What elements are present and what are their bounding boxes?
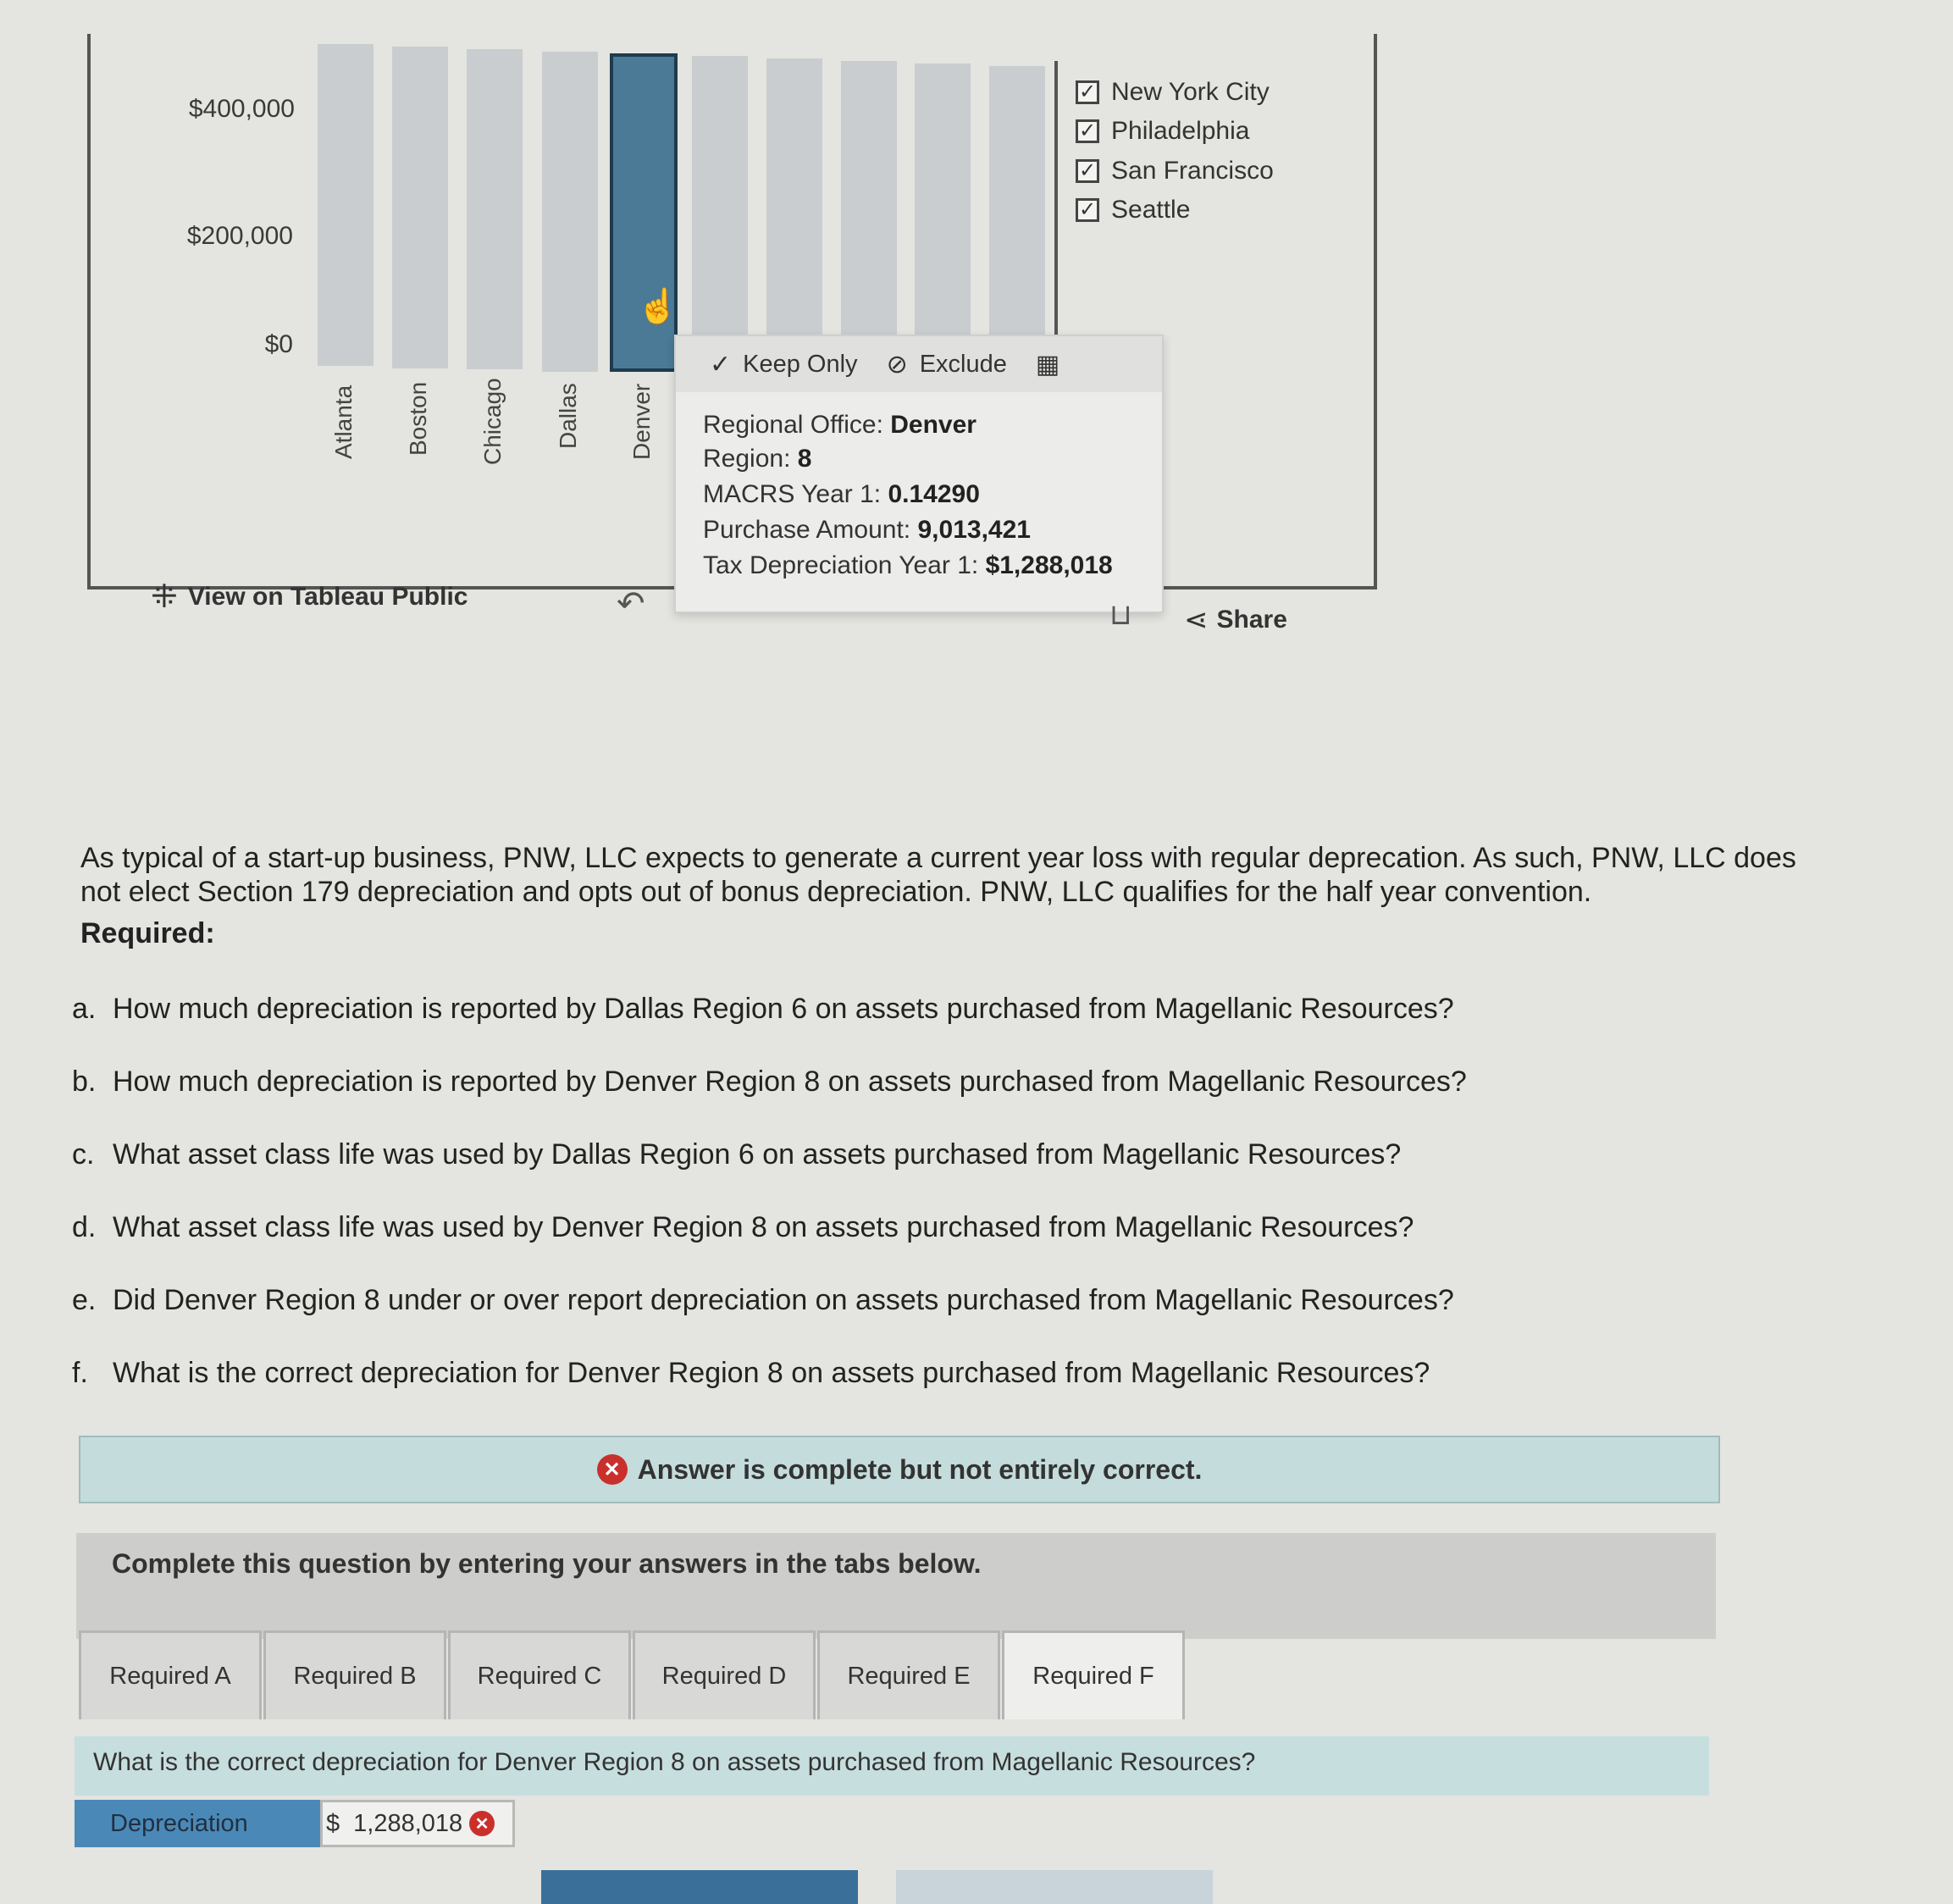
x-label-dallas: Dallas (555, 383, 581, 449)
x-label-chicago: Chicago (479, 378, 506, 465)
tab-required-b[interactable]: Required B (263, 1630, 446, 1719)
tooltip (674, 335, 1164, 613)
legend-item-seattle[interactable] (1076, 196, 1190, 224)
answer-status-bar (79, 1436, 1720, 1503)
y-tick-0: $0 (264, 330, 293, 358)
question-b: b. How much depreciation is reported by Denver Region 8 on assets purchased from Magellanic Resources? (72, 1065, 1467, 1098)
bar-6[interactable] (692, 56, 748, 335)
exclude-icon: ⊘ (886, 350, 908, 379)
bar-8[interactable] (841, 61, 897, 335)
tt-tax-dep: Tax Depreciation Year 1: $1,288,018 (703, 551, 1113, 579)
x-label-denver: Denver (628, 383, 655, 460)
y-tick-200k: $200,000 (186, 222, 293, 250)
required-heading: Required: (80, 917, 215, 949)
question-d: d. What asset class life was used by Denver Region 8 on assets purchased from Magellanic Resources? (72, 1211, 1414, 1243)
incorrect-icon: ✕ (597, 1454, 628, 1485)
checkbox-checked-icon[interactable]: ✓ (1076, 80, 1099, 104)
currency-symbol: $ (326, 1809, 340, 1837)
tableau-logo-icon: ⁜ (151, 579, 178, 615)
view-on-tableau-label: View on Tableau Public (187, 582, 468, 611)
tt-region: Region: 8 (703, 445, 812, 473)
legend-item-san-francisco[interactable] (1076, 157, 1274, 185)
exclude-button[interactable] (887, 350, 1007, 379)
download-icon[interactable]: ⊔ (1109, 599, 1132, 631)
tt-purchase: Purchase Amount: 9,013,421 (703, 516, 1031, 544)
view-data-button[interactable] (1036, 350, 1071, 379)
depreciation-value: 1,288,018 (353, 1809, 463, 1837)
incorrect-icon: ✕ (469, 1811, 495, 1836)
y-tick-400k: $400,000 (188, 95, 295, 123)
tooltip-actions (676, 336, 1162, 392)
legend-item-philadelphia[interactable] (1076, 117, 1249, 146)
tt-regional-office: Regional Office: Denver (703, 411, 976, 439)
prev-required-button[interactable] (541, 1870, 858, 1904)
check-icon: ✓ (710, 350, 732, 379)
hand-cursor-icon: ☝ (637, 288, 679, 325)
next-required-button[interactable] (896, 1870, 1213, 1904)
table-icon: ▦ (1035, 350, 1060, 379)
bar-dallas[interactable] (542, 52, 598, 372)
x-label-atlanta: Atlanta (330, 385, 357, 459)
bar-10[interactable] (989, 66, 1045, 335)
bar-7[interactable] (766, 58, 822, 335)
keep-only-button[interactable] (710, 350, 858, 379)
tab-required-a[interactable]: Required A (79, 1630, 262, 1719)
question-a: a. How much depreciation is reported by Dallas Region 6 on assets purchased from Magellanic Resources? (72, 993, 1454, 1025)
x-label-boston: Boston (405, 381, 431, 456)
bar-boston[interactable] (392, 47, 448, 368)
checkbox-checked-icon[interactable]: ✓ (1076, 198, 1099, 222)
tab-required-c[interactable]: Required C (448, 1630, 631, 1719)
view-on-tableau-link[interactable] (151, 578, 468, 616)
question-f: f. What is the correct depreciation for Denver Region 8 on assets purchased from Magellanic Resources? (72, 1357, 1430, 1389)
legend-item-new-york-city[interactable] (1076, 78, 1270, 107)
tt-macrs: MACRS Year 1: 0.14290 (703, 480, 980, 508)
share-label: Share (1216, 606, 1287, 634)
depreciation-label: Depreciation (75, 1800, 320, 1847)
bar-atlanta[interactable] (318, 44, 373, 366)
tab-question: What is the correct depreciation for Denver Region 8 on assets purchased from Magellanic Resources? (75, 1736, 1709, 1796)
tab-required-f[interactable]: Required F (1002, 1630, 1185, 1719)
legend-divider (1054, 61, 1058, 337)
undo-icon[interactable]: ↶ (617, 585, 645, 623)
legend-label: Philadelphia (1111, 117, 1250, 145)
bar-chicago[interactable] (467, 49, 523, 369)
tab-required-e[interactable]: Required E (817, 1630, 1000, 1719)
required-tabs (79, 1630, 1187, 1719)
keep-only-label: Keep Only (743, 350, 858, 378)
legend-label: Seattle (1111, 196, 1191, 224)
legend-label: San Francisco (1111, 157, 1274, 185)
share-icon: ⋖ (1184, 604, 1209, 636)
checkbox-checked-icon[interactable]: ✓ (1076, 159, 1099, 183)
question-c: c. What asset class life was used by Dallas Region 6 on assets purchased from Magellanic Resources? (72, 1138, 1402, 1171)
intro-line-1: As typical of a start-up business, PNW, LLC expects to generate a current year loss with regular deprecation. As such, PNW, LLC does (80, 842, 1796, 874)
exclude-label: Exclude (919, 350, 1007, 378)
instruction-bar: Complete this question by entering your answers in the tabs below. (76, 1533, 1716, 1639)
answer-status-text: Answer is complete but not entirely correct. (637, 1453, 1203, 1485)
legend-label: New York City (1111, 78, 1270, 106)
share-button[interactable] (1184, 603, 1287, 637)
bar-9[interactable] (915, 64, 971, 335)
depreciation-input[interactable] (320, 1800, 515, 1847)
checkbox-checked-icon[interactable]: ✓ (1076, 119, 1099, 143)
tab-required-d[interactable]: Required D (633, 1630, 816, 1719)
intro-line-2: not elect Section 179 depreciation and opts out of bonus depreciation. PNW, LLC qualifies for the half year convention. (80, 876, 1592, 908)
question-e: e. Did Denver Region 8 under or over report depreciation on assets purchased from Magellanic Resources? (72, 1284, 1454, 1316)
